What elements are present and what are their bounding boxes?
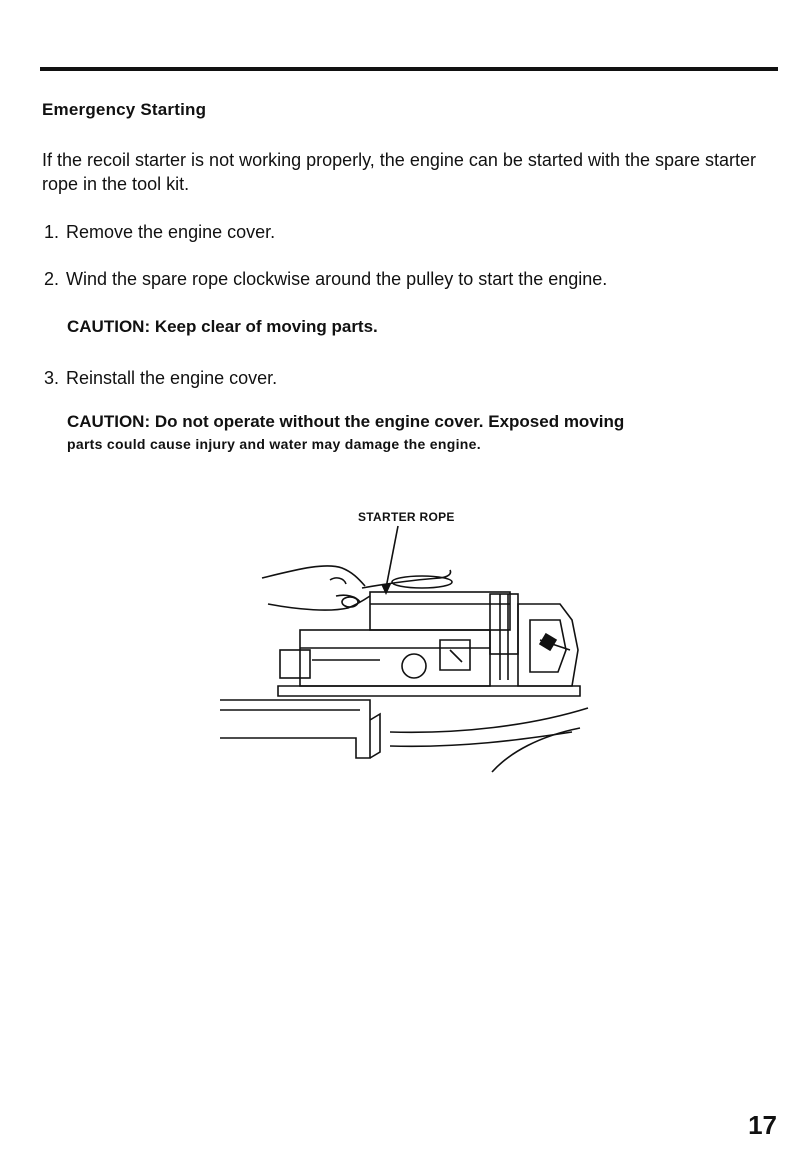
engine-cover-housing [370,592,510,630]
step-number: 2. [44,269,60,289]
engine-block [300,630,490,686]
step-text: Remove the engine cover. [66,222,276,242]
figure-label-starter-rope: STARTER ROPE [358,510,455,524]
step-3 [44,366,277,390]
label-pointer-arrow [381,584,391,595]
step-2 [44,267,607,291]
starter-rope-line [362,570,451,588]
boat-transom [220,700,370,758]
finger-1 [330,578,346,584]
caution-line-2: parts could cause injury and water may damage the engine. [67,436,481,452]
engine-bracket [490,594,518,654]
thumb [342,597,358,607]
step-text: Reinstall the engine cover. [66,368,278,388]
intro-paragraph: If the recoil starter is not working properly, the engine can be started with the spare starter rope in the tool kit. [42,150,757,194]
engine-fuel-cap [402,654,426,678]
boat-bow-line [492,728,580,772]
boat-hull-line [390,708,588,732]
step-number: 1. [44,222,60,242]
section-title: Emergency Starting [42,100,207,119]
header-rule [40,67,778,71]
caution-line-1: CAUTION: Do not operate without the engine cover. Exposed moving [67,412,625,431]
engine-left-fitting [280,650,310,678]
arm-top-line [262,566,365,586]
engine-starter-illustration [200,500,600,780]
engine-base-plate [278,686,580,696]
caution-moving-parts: CAUTION: Keep clear of moving parts. [67,317,378,336]
page-number: 17 [748,1110,777,1140]
step-1 [44,220,275,244]
step-text: Wind the spare rope clockwise around the pulley to start the engine. [66,269,608,289]
step-number: 3. [44,368,60,388]
caution-engine-cover [67,410,777,454]
